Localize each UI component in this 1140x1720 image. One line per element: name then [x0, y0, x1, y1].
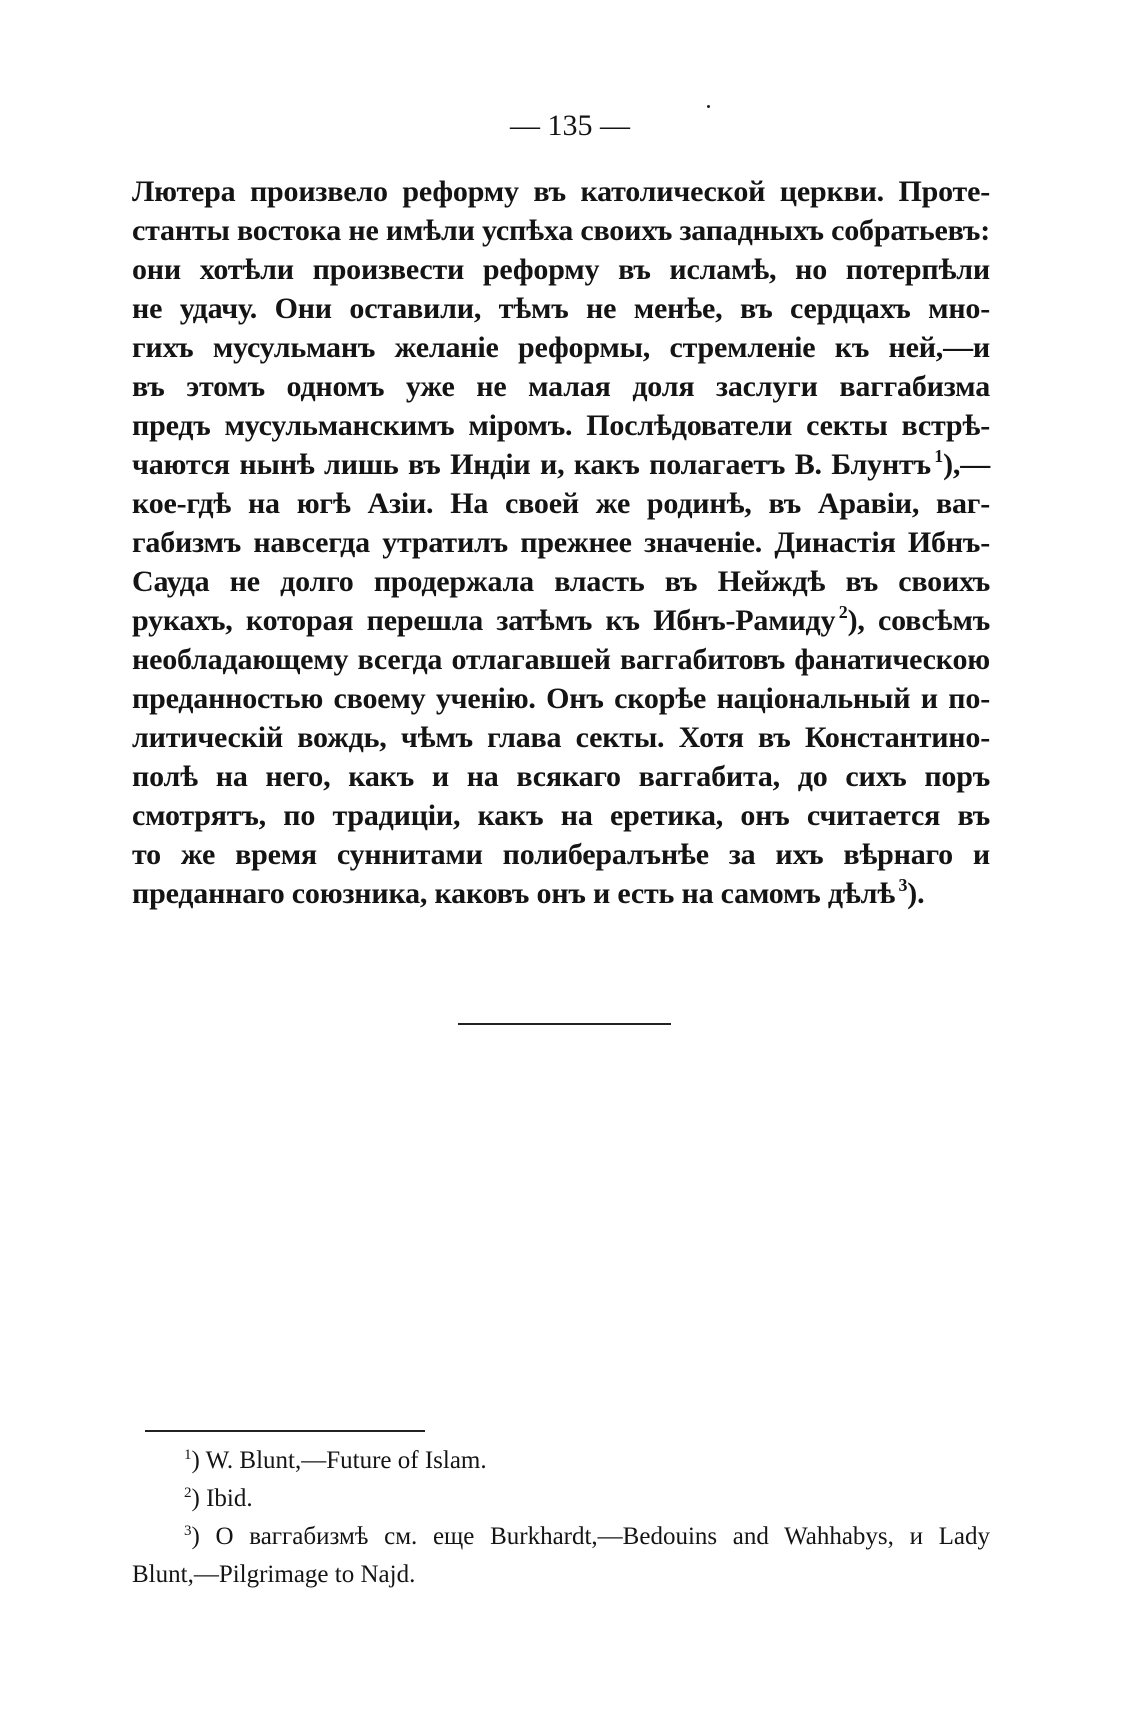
text-line-tail: ), совсѣмъ [847, 604, 990, 637]
text-line-content: Сауда не долго продержала власть въ Нейждѣ въ своихъ [132, 565, 990, 598]
text-line-content: необладающему всегда отлагавшей ваггабитовъ фанатическою [132, 643, 990, 676]
footnote-item [132, 1556, 990, 1594]
text-line [132, 640, 990, 679]
text-line-content: кое-гдѣ на югѣ Азіи. На своей же родинѣ, въ Аравіи, ваг- [132, 487, 990, 520]
footnote-mark: 3 [184, 1523, 192, 1539]
footnote-mark: 2 [184, 1485, 192, 1501]
text-line-content: станты востока не имѣли успѣха своихъ западныхъ собратьевъ: [132, 214, 990, 247]
footnote-text: ) О ваггабизмѣ см. еще Burkhardt,—Bedouins and Wahhabys, и Lady [191, 1523, 990, 1550]
text-line [132, 523, 990, 562]
text-line [132, 796, 990, 835]
text-line [132, 328, 990, 367]
text-line-content: преданнаго союзника, каковъ онъ и есть на самомъ дѣлѣ [132, 877, 896, 910]
text-line [132, 484, 990, 523]
text-line [132, 367, 990, 406]
footnote-reference: 3 [895, 875, 908, 895]
text-line-content: они хотѣли произвести реформу въ исламѣ, но потерпѣли [132, 253, 990, 286]
footnote-separator [145, 1430, 425, 1432]
text-line [132, 289, 990, 328]
text-line-content: рукахъ, которая перешла затѣмъ къ Ибнъ-Рамиду [132, 604, 836, 637]
text-line [132, 757, 990, 796]
footnote-item [132, 1518, 990, 1556]
footnote-text: Blunt,—Pilgrimage to Najd. [132, 1561, 416, 1588]
text-line-content: Лютера произвело реформу въ католической церкви. Проте- [132, 175, 990, 208]
text-line-content: не удачу. Они оставили, тѣмъ не менѣе, въ сердцахъ мно- [132, 292, 990, 325]
footnotes [132, 1442, 990, 1594]
text-line-content: предъ мусульманскимъ міромъ. Послѣдователи секты встрѣ- [132, 409, 990, 442]
footnote-item [132, 1480, 990, 1518]
text-line-content: габизмъ навсегда утратилъ прежнее значеніе. Династія Ибнъ- [132, 526, 990, 559]
text-line [132, 835, 990, 874]
text-line-content: литическій вождь, чѣмъ глава секты. Хотя въ Константино- [132, 721, 990, 754]
section-divider [458, 1023, 671, 1025]
print-speck [707, 105, 710, 108]
text-line [132, 250, 990, 289]
text-line-content: преданностью своему ученію. Онъ скорѣе національный и по- [132, 682, 990, 715]
footnote-text: ) Ibid. [191, 1485, 253, 1512]
text-line [132, 718, 990, 757]
text-line-content: гихъ мусульманъ желаніе реформы, стремленіе къ ней,—и [132, 331, 990, 364]
text-line-content: въ этомъ одномъ уже не малая доля заслуги ваггабизма [132, 370, 990, 403]
text-line-content: то же время суннитами полибералънѣе за ихъ вѣрнаго и [132, 838, 990, 871]
text-line-content: чаются нынѣ лишь въ Индіи и, какъ полагаетъ В. Блунтъ [132, 448, 931, 481]
footnote-mark: 1 [184, 1447, 192, 1463]
text-line [132, 445, 990, 484]
footnote-reference: 2 [835, 602, 848, 622]
text-line [132, 406, 990, 445]
text-line-content: полѣ на него, какъ и на всякаго ваггабита, до сихъ поръ [132, 760, 990, 793]
text-line-tail: ),— [943, 448, 990, 481]
text-line [132, 172, 990, 211]
text-line-tail: ). [907, 877, 925, 910]
text-line-content: смотрятъ, по традиціи, какъ на еретика, онъ считается въ [132, 799, 990, 832]
text-line [132, 679, 990, 718]
body-paragraph [132, 172, 990, 913]
footnote-text: ) W. Blunt,—Future of Islam. [191, 1447, 487, 1474]
footnote-item [132, 1442, 990, 1480]
text-line [132, 562, 990, 601]
text-line [132, 601, 990, 640]
text-line [132, 211, 990, 250]
footnote-reference: 1 [930, 446, 944, 466]
page-number: — 135 — [510, 109, 630, 142]
text-line [132, 874, 990, 913]
